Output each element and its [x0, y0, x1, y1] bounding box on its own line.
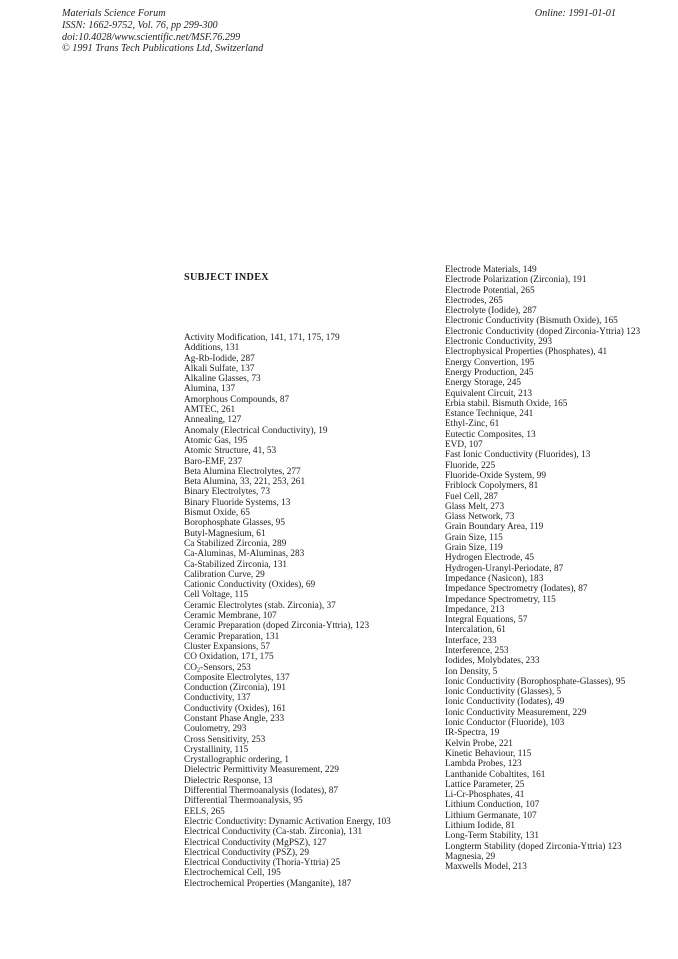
- index-entry: Electric Conductivity: Dynamic Activation Energy, 103: [184, 816, 391, 827]
- index-entry: Alkaline Glasses, 73: [184, 374, 261, 385]
- index-entry: Impedance Spectrometry (Iodates), 87: [445, 584, 588, 595]
- index-entry: Electronic Conductivity (Bismuth Oxide), 165: [445, 316, 618, 327]
- journal-name: Materials Science Forum: [62, 8, 166, 19]
- index-entry: Cluster Expansions, 57: [184, 641, 270, 652]
- page-header: [62, 8, 616, 68]
- index-entry: Baro-EMF, 237: [184, 456, 243, 467]
- index-entry: IR-Spectra, 19: [445, 728, 500, 739]
- index-entry: Electrolyte (Iodide), 287: [445, 306, 537, 317]
- index-entry: Activity Modification, 141, 171, 175, 179: [184, 333, 340, 343]
- index-entry: Bismut Oxide, 65: [184, 508, 250, 519]
- index-entry: Ag-Rb-Iodide, 287: [184, 353, 255, 364]
- index-entry: Ionic Conductivity Measurement, 229: [445, 707, 587, 718]
- issn-line: ISSN: 1662-9752, Vol. 76, pp 299-300: [62, 19, 218, 31]
- index-entry: Ceramic Membrane, 107: [184, 611, 277, 622]
- index-entry: Differential Thermoanalysis, 95: [184, 796, 303, 807]
- index-entry: Glass Network, 73: [445, 512, 515, 523]
- index-entry: Atomic Structure, 41, 53: [184, 446, 277, 457]
- index-entry: Composite Electrolytes, 137: [184, 672, 290, 683]
- index-entry: Conductivity, 137: [184, 693, 251, 704]
- index-entry: Ca Stabilized Zirconia, 289: [184, 538, 287, 549]
- index-entry: Annealing, 127: [184, 415, 242, 426]
- index-entry: Dielectric Permittivity Measurement, 229: [184, 765, 339, 776]
- index-entry: Electrochemical Cell, 195: [184, 868, 281, 879]
- index-entry: Lithium Iodide, 81: [445, 821, 515, 832]
- index-entry: Friblock Copolymers, 81: [445, 481, 539, 492]
- index-entry: Alkali Sulfate, 137: [184, 363, 255, 374]
- index-entry: Impedance (Nasicon), 183: [445, 573, 544, 584]
- index-entry: Electrical Conductivity (Ca-stab. Zirconia), 131: [184, 827, 363, 838]
- index-entry: Electrical Conductivity (PSZ), 29: [184, 847, 309, 858]
- index-column-left: [184, 274, 419, 889]
- index-entry: Integral Equations, 57: [445, 615, 528, 626]
- index-entry: Estance Technique, 241: [445, 409, 534, 420]
- index-entry: Hydrogen-Uranyl-Periodate, 87: [445, 563, 564, 574]
- index-entry: Lambda Probes, 123: [445, 759, 522, 770]
- index-entry: Ion Density, 5: [445, 666, 498, 677]
- index-entry: Butyl-Magnesium, 61: [184, 528, 266, 539]
- index-entry: Constant Phase Angle, 233: [184, 713, 285, 724]
- index-entry: Interference, 253: [445, 645, 509, 656]
- index-entry: Crystallographic ordering, 1: [184, 755, 290, 766]
- index-entry: Fast Ionic Conductivity (Fluorides), 13: [445, 450, 591, 461]
- index-entry: Energy Convertion, 195: [445, 357, 535, 368]
- index-entry: Differential Thermoanalysis (Iodates), 87: [184, 786, 339, 797]
- index-title: SUBJECT INDEX: [184, 272, 269, 283]
- index-entry: Cell Voltage, 115: [184, 590, 249, 601]
- index-entry: Ethyl-Zinc, 61: [445, 419, 500, 430]
- index-entry: Dielectric Response, 13: [184, 775, 273, 786]
- index-entry: Binary Fluoride Systems, 13: [184, 497, 291, 508]
- index-entry: Conduction (Zirconia), 191: [184, 683, 286, 694]
- index-entry: Long-Term Stability, 131: [445, 831, 540, 842]
- index-entry: Borophosphate Glasses, 95: [184, 518, 285, 529]
- index-entry: Iodides, Molybdates, 233: [445, 656, 540, 667]
- index-entry: Electronic Conductivity, 293: [445, 337, 553, 348]
- index-entry: Kinetic Behaviour, 115: [445, 748, 532, 759]
- index-entry: Glass Melt, 273: [445, 501, 505, 512]
- index-entry: CO Oxidation, 171, 175: [184, 652, 274, 663]
- index-entry: Eutectic Composites, 13: [445, 429, 536, 440]
- index-entry: Energy Production, 245: [445, 367, 534, 378]
- index-entry: Binary Electrolytes, 73: [184, 487, 270, 498]
- index-entry: Electrochemical Properties (Manganite), 187: [184, 878, 352, 889]
- index-entry: Electrodes, 265: [445, 295, 503, 306]
- index-entry: Interface, 233: [445, 635, 497, 646]
- copyright-line: © 1991 Trans Tech Publications Ltd, Switzerland: [62, 43, 264, 55]
- index-entry: Fluoride, 225: [445, 460, 496, 471]
- index-entry: Electrical Conductivity (MgPSZ), 127: [184, 837, 327, 848]
- index-entry: $CO_2$-Sensors, 253: [184, 662, 251, 673]
- index-entry: Fuel Cell, 287: [445, 491, 498, 502]
- index-entry: Electrode Potential, 265: [445, 285, 535, 296]
- index-entry: Electrophysical Properties (Phosphates), 41: [445, 347, 608, 358]
- index-entry: Electrical Conductivity (Thoria-Yttria) 25: [184, 858, 341, 869]
- index-entry: Cationic Conductivity (Oxides), 69: [184, 580, 316, 591]
- index-entry: Lithium Germanate, 107: [445, 810, 537, 821]
- index-entry: EELS, 265: [184, 806, 225, 817]
- index-entry: Atomic Gas, 195: [184, 435, 248, 446]
- index-entry: Equivalent Circuit, 213: [445, 388, 533, 399]
- doi-line: doi:10.4028/www.scientific.net/MSF.76.299: [62, 31, 241, 43]
- index-entry: Grain Size, 119: [445, 543, 503, 554]
- index-entry: Beta Alumina Electrolytes, 277: [184, 466, 301, 477]
- index-entry: Erbia stabil. Bismuth Oxide, 165: [445, 398, 568, 409]
- index-entry: Beta Alumina, 33, 221, 253, 261: [184, 477, 306, 488]
- index-entry: Ca-Aluminas, M-Aluminas, 283: [184, 549, 305, 560]
- index-entry: Energy Storage, 245: [445, 378, 521, 389]
- index-entry: Electronic Conductivity (doped Zirconia-Yttria) 123: [445, 326, 641, 337]
- index-entry: Impedance Spectrometry, 115: [445, 594, 556, 605]
- online-date: Online: 1991-01-01: [534, 8, 616, 19]
- index-entry: Ionic Conductivity (Iodates), 49: [445, 697, 565, 708]
- index-entry: Kelvin Probe, 221: [445, 738, 513, 749]
- index-entry: Maxwells Model, 213: [445, 862, 527, 873]
- index-entry: Coulometry, 293: [184, 724, 247, 735]
- index-entry: AMTEC, 261: [184, 405, 236, 416]
- index-entry: Crystallinity, 115: [184, 744, 249, 755]
- index-entry: Ca-Stabilized Zirconia, 131: [184, 559, 288, 570]
- index-entry: Cross Sensitivity, 253: [184, 734, 266, 745]
- index-entry: Intercalation, 61: [445, 625, 506, 636]
- index-entry: Electrode Polarization (Zirconia), 191: [445, 275, 587, 286]
- index-entry: Ceramic Electrolytes (stab. Zirconia), 37: [184, 600, 336, 611]
- index-entry: Alumina, 137: [184, 384, 236, 395]
- index-entry: Ionic Conductivity (Glasses), 5: [445, 687, 562, 698]
- index-entry: Fluoride-Oxide System, 99: [445, 470, 546, 481]
- index-entry: Conductivity (Oxides), 161: [184, 703, 286, 714]
- index-entry: Ceramic Preparation (doped Zirconia-Yttria), 123: [184, 621, 370, 632]
- index-entry: Lattice Parameter, 25: [445, 779, 525, 790]
- index-entry: EVD, 107: [445, 440, 483, 451]
- index-entry: Ionic Conductivity (Borophosphate-Glasses), 95: [445, 676, 626, 687]
- index-entry: Anomaly (Electrical Conductivity), 19: [184, 425, 328, 436]
- index-entry: Lithium Conduction, 107: [445, 800, 540, 811]
- index-entry: Longterm Stability (doped Zirconia-Yttria) 123: [445, 841, 622, 852]
- index-entry: Ionic Conductor (Fluoride), 103: [445, 718, 565, 729]
- index-entry: Grain Boundary Area, 119: [445, 522, 544, 533]
- index-entry: Calibration Curve, 29: [184, 569, 265, 580]
- index-entry: Additions, 131: [184, 343, 240, 354]
- index-entry: Lanthanide Cobaltites, 161: [445, 769, 546, 780]
- index-entry: Ceramic Preparation, 131: [184, 631, 280, 642]
- index-column-right: [445, 265, 670, 873]
- index-entry: Hydrogen Electrode, 45: [445, 553, 535, 564]
- index-entry: Grain Size, 115: [445, 532, 503, 543]
- index-entry: Impedance, 213: [445, 604, 505, 615]
- index-entry: Electrode Materials, 149: [445, 265, 537, 275]
- index-entry: Li-Cr-Phosphates, 41: [445, 790, 525, 801]
- journal-citation: [62, 8, 263, 55]
- index-entry: Amorphous Compounds, 87: [184, 394, 290, 405]
- index-entry: Magnesia, 29: [445, 851, 496, 862]
